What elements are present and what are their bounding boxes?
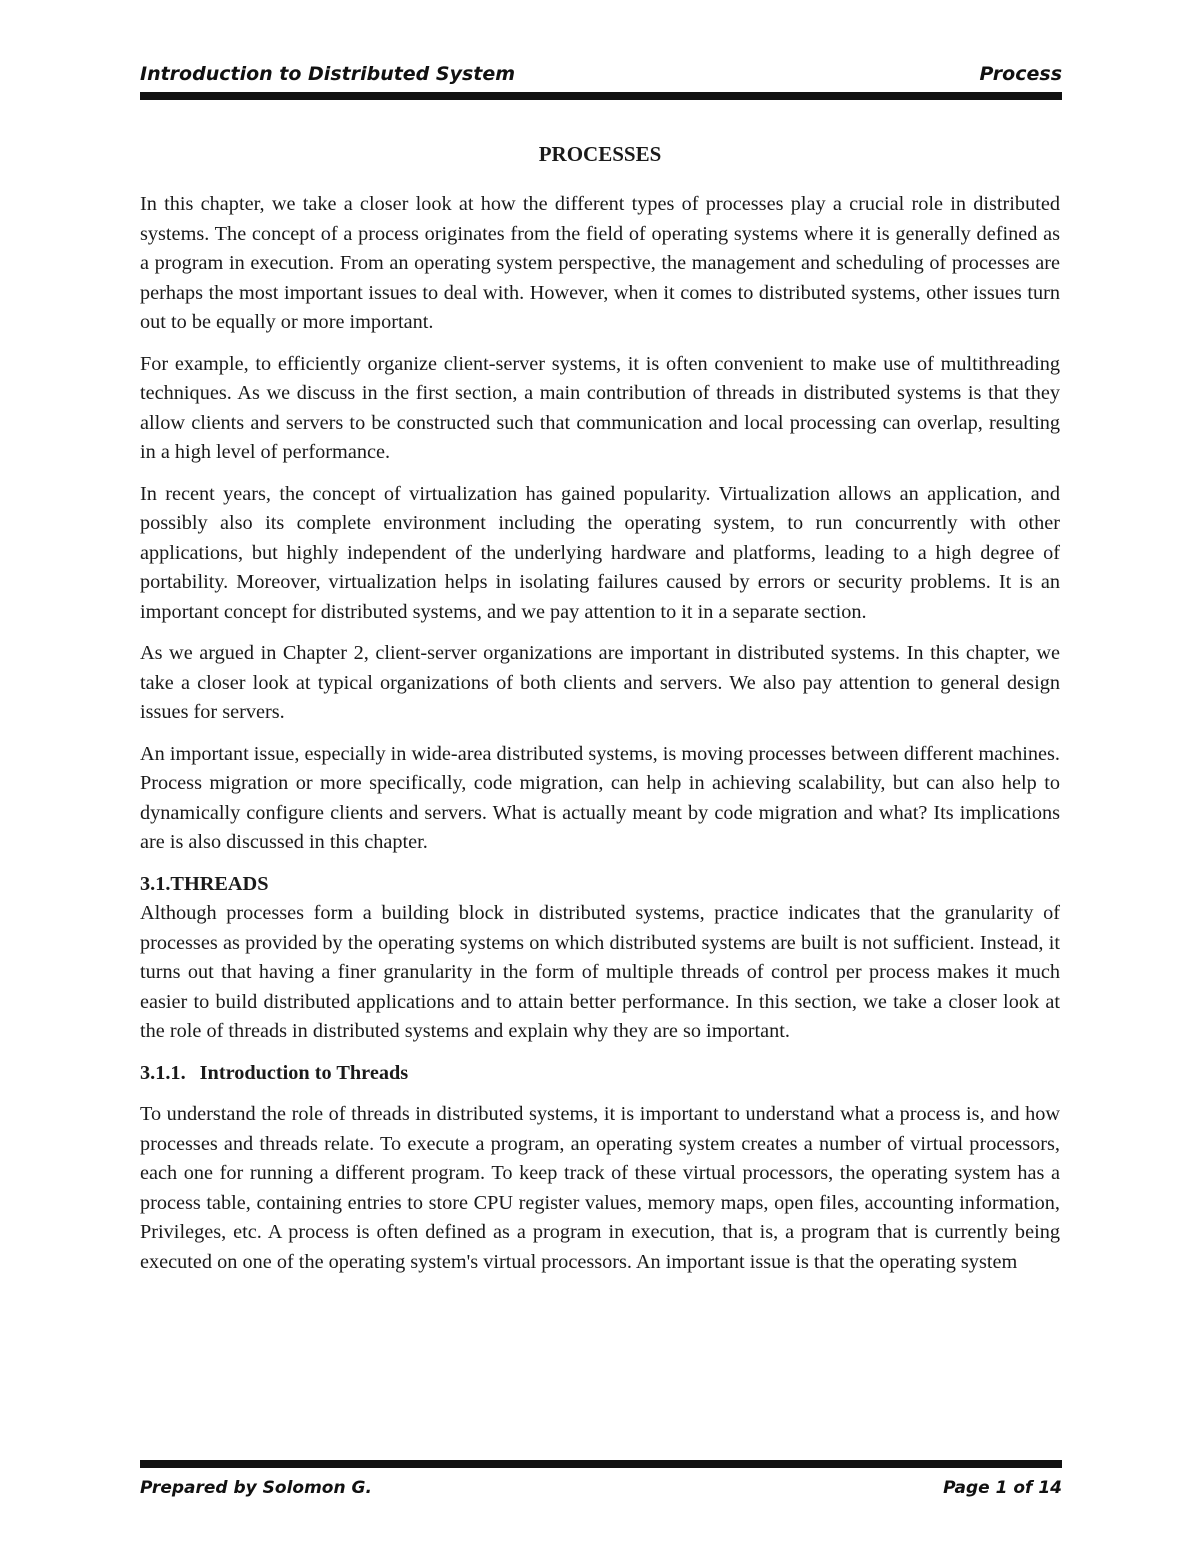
footer-page-number: Page 1 of 14 <box>943 1478 1062 1498</box>
header-chapter-title: Process <box>979 63 1062 85</box>
footer-rule <box>140 1460 1062 1468</box>
paragraph-threads: Although processes form a building block in distributed systems, practice indicates that the granularity of processes as provided by the operating systems on which distributed systems are built is not sufficient. Instead, it turns out that having a finer granularity in the form of multiple threads of control per process makes it much easier to build distributed applications and to attain better performance. In this section, we take a closer look at the role of threads in distributed systems and explain why they are so important. <box>140 902 1060 1042</box>
page-title: PROCESSES <box>538 142 662 166</box>
paragraph-multithreading: For example, to efficiently organize client-server systems, it is often convenient to make use of multithreading techniques. As we discuss in the first section, a main contribution of threads in distributed systems is that they allow clients and servers to be constructed such that communication and local processing can overlap, resulting in a high level of performance. <box>140 352 1060 463</box>
paragraph-virtualization: In recent years, the concept of virtualization has gained popularity. Virtualization allows an application, and possibly also its complete environment including the operating system, to run concurrently with other applications, but highly independent of the underlying hardware and platforms, leading to a high degree of portability. Moreover, virtualization helps in isolating failures caused by errors or security problems. It is an important concept for distributed systems, and we pay attention to it in a separate section. <box>140 482 1060 623</box>
header-rule <box>140 92 1062 100</box>
subsection-title: Introduction to Threads <box>199 1061 409 1084</box>
paragraph-client-server: As we argued in Chapter 2, client-server organizations are important in distributed systems. In this chapter, we take a closer look at typical organizations of both clients and servers. We also pay attention to general design issues for servers. <box>140 642 1060 723</box>
page-body <box>140 140 1060 1289</box>
subsection-number: 3.1.1. <box>140 1061 186 1084</box>
section-heading-threads: 3.1.THREADS <box>140 872 269 895</box>
paragraph-intro-threads: To understand the role of threads in distributed systems, it is important to understand what a process is, and how processes and threads relate. To execute a program, an operating system creates a number of virtual processors, each one for running a different program. To keep track of these virtual processors, the operating system has a process table, containing entries to store CPU register values, memory maps, open files, accounting information, Privileges, etc. A process is often defined as a program in execution, that is, a program that is currently being executed on one of the operating system's virtual processors. An important issue is that the operating system <box>140 1103 1060 1273</box>
paragraph-code-migration: An important issue, especially in wide-area distributed systems, is moving processes between different machines. Process migration or more specifically, code migration, can help in achieving scalability, but can also help to dynamically configure clients and servers. What is actually meant by code migration and what? Its implications are is also discussed in this chapter. <box>140 742 1060 853</box>
page-header <box>140 63 1062 89</box>
paragraph-intro: In this chapter, we take a closer look at how the different types of processes play a crucial role in distributed systems. The concept of a process originates from the field of operating systems where it is generally defined as a program in execution. From an operating system perspective, the management and scheduling of processes are perhaps the most important issues to deal with. However, when it comes to distributed systems, other issues turn out to be equally or more important. <box>140 193 1060 333</box>
subsection-heading-intro-threads <box>140 1059 1060 1089</box>
header-course-title: Introduction to Distributed System <box>140 63 516 85</box>
page-footer <box>140 1478 1062 1504</box>
footer-author: Prepared by Solomon G. <box>140 1478 372 1498</box>
